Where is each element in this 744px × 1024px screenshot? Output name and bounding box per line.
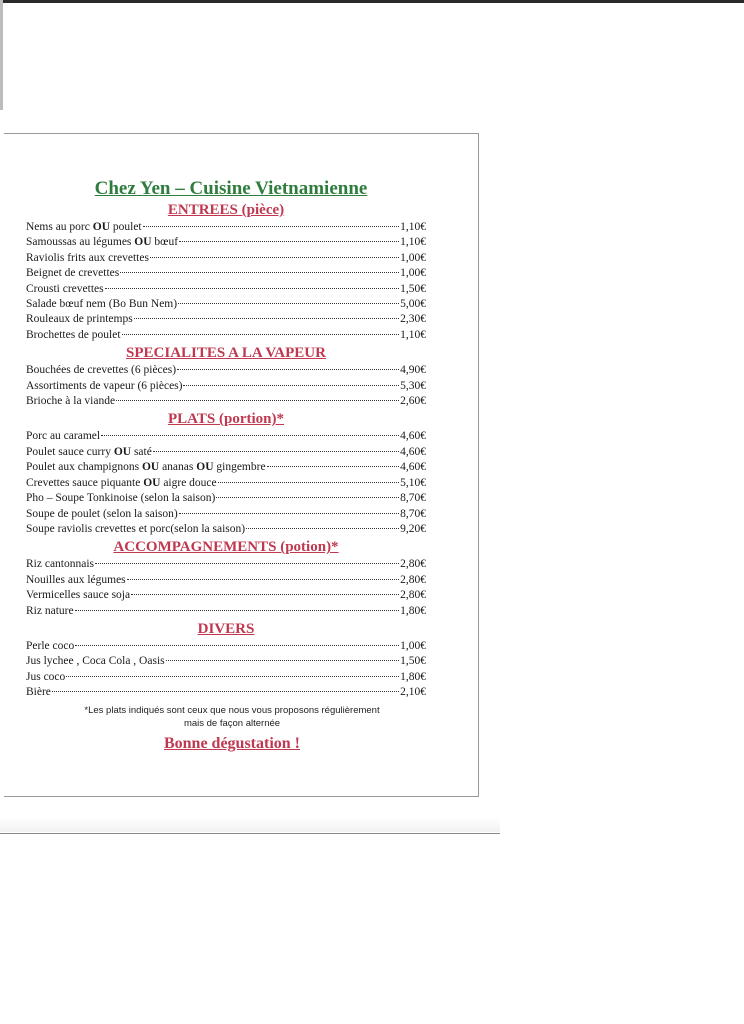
- menu-item: [26, 363, 426, 378]
- scan-top-edge: [0, 0, 744, 3]
- leader-dots: [52, 690, 399, 692]
- section-title: ACCOMPAGNEMENTS (potion)*: [113, 539, 339, 556]
- menu-item: [26, 235, 426, 250]
- menu-item: [26, 328, 426, 343]
- menu-item-text: Bouchées de crevettes (6 pièces): [26, 364, 177, 377]
- menu-item-text: gingembre: [213, 461, 266, 474]
- menu-item-price: 1,80€: [400, 670, 426, 683]
- menu-item-text: poulet: [110, 221, 142, 233]
- menu-item-price: 2,30€: [400, 313, 426, 326]
- leader-dots: [122, 333, 400, 335]
- footnote: [26, 704, 426, 730]
- menu-item: [26, 476, 426, 491]
- footnote-line-2: mais de façon alternée: [183, 717, 281, 729]
- menu-item-price: 4,60€: [400, 461, 426, 474]
- leader-dots: [116, 399, 399, 401]
- menu-item-text: Soupe de poulet (selon la saison): [26, 507, 178, 520]
- menu-item-or: OU: [141, 461, 160, 474]
- menu-item: [26, 522, 426, 537]
- menu-item: [26, 557, 426, 572]
- menu-item-text: Nems au porc: [26, 221, 93, 233]
- menu-item-name: [26, 266, 119, 281]
- menu-item: [26, 220, 426, 235]
- menu-item-or: OU: [134, 236, 152, 249]
- menu-item-text: Brochettes de poulet: [26, 328, 121, 341]
- menu-item-text: saté: [131, 445, 152, 458]
- menu-item-price: 1,10€: [400, 236, 426, 249]
- scan-shadow: [0, 818, 500, 832]
- menu-item-text: Nouilles aux légumes: [26, 573, 126, 586]
- menu-item-price: 1,00€: [400, 639, 426, 652]
- menu-item-price: 5,30€: [400, 379, 426, 392]
- menu-item-price: 1,10€: [400, 328, 426, 341]
- menu-item-price: 1,50€: [400, 655, 426, 668]
- menu-item: [26, 429, 426, 444]
- leader-dots: [183, 384, 399, 386]
- menu-item: [26, 460, 426, 475]
- menu-item-name: [26, 235, 178, 250]
- menu-item-price: 4,60€: [400, 445, 426, 458]
- leader-dots: [153, 450, 399, 452]
- scan-bottom-edge: [0, 833, 500, 834]
- menu-content: [26, 176, 426, 753]
- menu-item-price: 4,90€: [400, 364, 426, 377]
- menu-item-name: [26, 363, 176, 378]
- menu-item-price: 1,00€: [400, 267, 426, 280]
- leader-dots: [216, 496, 399, 498]
- scan-left-edge: [0, 0, 3, 110]
- menu-item-name: [26, 522, 245, 537]
- menu-item: [26, 297, 426, 312]
- menu-item-price: 8,70€: [400, 507, 426, 520]
- menu-item-name: [26, 476, 217, 491]
- menu-item: [26, 394, 426, 409]
- leader-dots: [143, 225, 400, 227]
- leader-dots: [75, 644, 399, 646]
- menu-item: [26, 654, 426, 669]
- leader-dots: [267, 465, 400, 467]
- closing-message: Bonne dégustation !: [163, 734, 301, 752]
- menu-item-name: [26, 297, 177, 312]
- menu-item-text: ananas: [159, 461, 197, 474]
- menu-item: [26, 573, 426, 588]
- menu-item-name: [26, 220, 142, 235]
- section-title: ENTREES (pièce): [167, 202, 285, 218]
- menu-item-price: 8,70€: [400, 492, 426, 505]
- menu-item: [26, 266, 426, 281]
- menu-item-text: Bière: [26, 686, 51, 699]
- menu-sections: [26, 201, 426, 701]
- menu-item-text: Brioche à la viande: [26, 395, 116, 408]
- menu-item: [26, 282, 426, 297]
- menu-item-name: [26, 588, 130, 603]
- menu-item-text: Poulet aux champignons: [26, 461, 142, 474]
- leader-dots: [95, 562, 399, 564]
- menu-item-price: 2,80€: [400, 573, 426, 586]
- menu-item-price: 1,80€: [400, 604, 426, 617]
- menu-item-text: Pho – Soupe Tonkinoise (selon la saison): [26, 492, 216, 505]
- menu-item: [26, 491, 426, 506]
- menu-item-price: 4,60€: [400, 430, 426, 443]
- leader-dots: [179, 240, 399, 242]
- menu-item-text: Vermicelles sauce soja: [26, 589, 131, 602]
- menu-item-or: OU: [113, 445, 132, 458]
- menu-item-text: Perle coco: [26, 639, 75, 652]
- leader-dots: [166, 659, 400, 661]
- menu-item-text: Poulet sauce curry: [26, 445, 114, 458]
- menu-item-name: [26, 654, 165, 669]
- menu-item-text: Porc au caramel: [26, 430, 101, 443]
- menu-item-price: 2,80€: [400, 558, 426, 571]
- menu-item-price: 5,10€: [400, 476, 426, 489]
- menu-item: [26, 507, 426, 522]
- menu-item-name: [26, 312, 133, 327]
- menu-item-or: OU: [92, 221, 110, 233]
- menu-item-name: [26, 507, 178, 522]
- menu-item-text: Assortiments de vapeur (6 pièces): [26, 379, 183, 392]
- leader-dots: [150, 256, 399, 258]
- leader-dots: [246, 527, 399, 529]
- leader-dots: [131, 593, 399, 595]
- menu-item-or: OU: [196, 461, 214, 474]
- menu-item: [26, 251, 426, 266]
- menu-item-price: 5,00€: [400, 298, 426, 311]
- menu-item-or: OU: [143, 476, 161, 489]
- leader-dots: [178, 302, 399, 304]
- leader-dots: [101, 434, 399, 436]
- menu-item: [26, 639, 426, 654]
- menu-item-text: Jus lychee , Coca Cola , Oasis: [26, 655, 165, 668]
- menu-item-text: Samoussas au légumes: [26, 236, 135, 249]
- menu-item-name: [26, 604, 74, 619]
- menu-item-price: 1,00€: [400, 251, 426, 264]
- menu-item: [26, 379, 426, 394]
- menu-item: [26, 685, 426, 700]
- menu-item-price: 2,80€: [400, 589, 426, 602]
- menu-item-text: Soupe raviolis crevettes et porc(selon la saison): [26, 522, 246, 535]
- menu-item-text: aigre douce: [160, 476, 217, 489]
- leader-dots: [75, 609, 400, 611]
- menu-item: [26, 670, 426, 685]
- menu-item-name: [26, 557, 94, 572]
- menu-item-name: [26, 685, 51, 700]
- menu-item: [26, 445, 426, 460]
- menu-item-price: 1,50€: [400, 282, 426, 295]
- menu-item: [26, 588, 426, 603]
- menu-item-name: [26, 445, 152, 460]
- menu-item-name: [26, 429, 100, 444]
- menu-item-name: [26, 639, 74, 654]
- menu-item: [26, 604, 426, 619]
- menu-item-text: Riz cantonnais: [26, 558, 95, 571]
- leader-dots: [134, 317, 399, 319]
- menu-item-name: [26, 573, 126, 588]
- leader-dots: [66, 675, 399, 677]
- menu-item-name: [26, 394, 115, 409]
- leader-dots: [179, 512, 399, 514]
- menu-item-name: [26, 328, 121, 343]
- menu-item-text: Riz nature: [26, 604, 74, 617]
- menu-item-text: Crevettes sauce piquante: [26, 476, 144, 489]
- menu-item-name: [26, 460, 266, 475]
- section-title: PLATS (portion)*: [168, 411, 284, 428]
- leader-dots: [120, 271, 399, 273]
- menu-item-text: bœuf: [151, 236, 179, 249]
- menu-item-text: Raviolis frits aux crevettes: [26, 251, 149, 264]
- menu-item-name: [26, 251, 149, 266]
- leader-dots: [105, 287, 400, 289]
- menu-item-price: 9,20€: [400, 522, 426, 535]
- section-title: DIVERS: [197, 620, 255, 637]
- menu-item-text: Crousti crevettes: [26, 282, 104, 295]
- menu-item-text: Beignet de crevettes: [26, 267, 120, 280]
- menu-item-price: 1,10€: [400, 221, 426, 233]
- leader-dots: [177, 368, 399, 370]
- menu-item-price: 2,10€: [400, 686, 426, 699]
- section-title: SPECIALITES A LA VAPEUR: [126, 345, 326, 362]
- menu-item-text: Salade bœuf nem (Bo Bun Nem): [26, 298, 178, 311]
- leader-dots: [127, 578, 399, 580]
- menu-item-text: Jus coco: [26, 670, 66, 683]
- menu-item-name: [26, 379, 182, 394]
- leader-dots: [218, 481, 399, 483]
- menu-item: [26, 312, 426, 327]
- menu-title: Chez Yen – Cuisine Vietnamienne: [94, 178, 368, 199]
- menu-item-price: 2,60€: [400, 395, 426, 408]
- menu-item-name: [26, 670, 65, 685]
- menu-item-name: [26, 491, 215, 506]
- menu-item-text: Rouleaux de printemps: [26, 313, 133, 326]
- menu-item-name: [26, 282, 104, 297]
- footnote-line-1: *Les plats indiqués sont ceux que nous vous proposons régulièrement: [84, 704, 380, 716]
